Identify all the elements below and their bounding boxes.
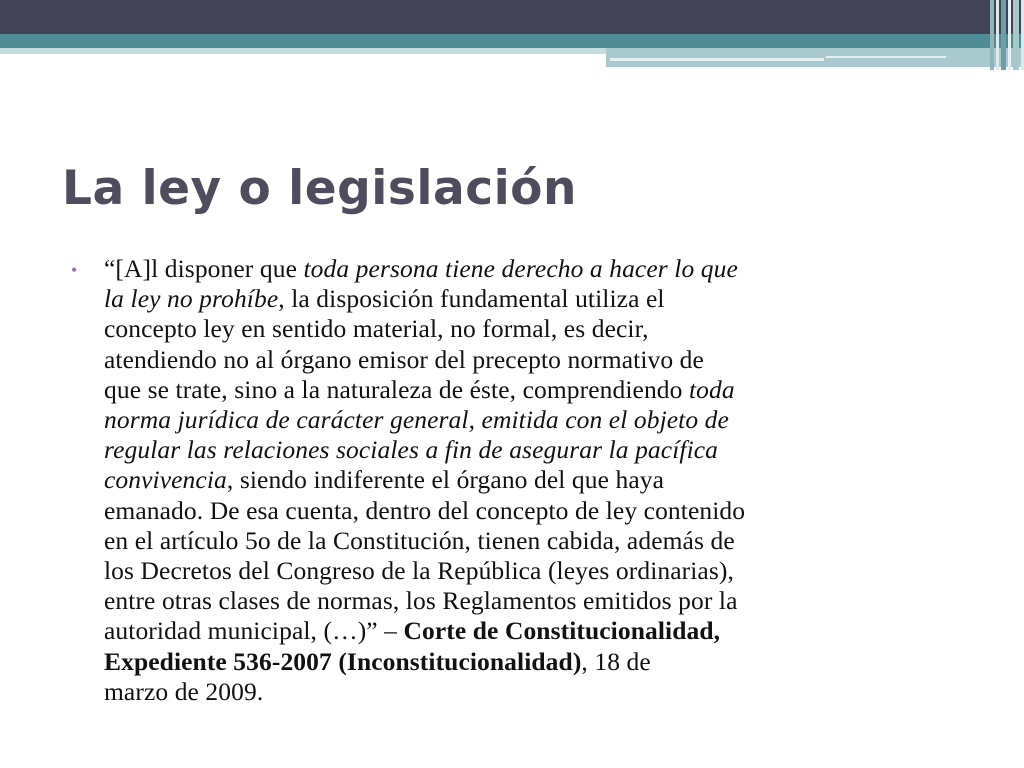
header-band-light	[0, 48, 606, 54]
quote-line	[104, 284, 968, 314]
quote-line	[104, 526, 968, 556]
quote-segment: entre otras clases de normas, los Reglamentos emitidos por la	[104, 586, 738, 616]
bullet-list	[68, 254, 968, 707]
header-band-teal	[0, 34, 1024, 48]
quote-line	[104, 677, 968, 707]
quote-segment: marzo de 2009.	[104, 676, 264, 706]
bullet-marker: •	[71, 260, 78, 280]
quote-segment: atendiendo no al órgano emisor del precepto normativo de	[104, 344, 704, 374]
quote-line	[104, 556, 968, 586]
quote-line	[104, 465, 968, 495]
header-band-step-line-2	[826, 56, 946, 58]
quote-italic-segment: toda	[688, 374, 735, 404]
quote-italic-segment: convivencia	[104, 465, 227, 495]
quote-segment: “[A]l disponer que	[104, 254, 304, 283]
header-vertical-stripes	[990, 0, 1024, 70]
quote-line	[104, 375, 968, 405]
quote-bold-segment: Corte de Constitucionalidad,	[403, 616, 721, 646]
quote-text	[104, 254, 968, 707]
quote-italic-segment: toda persona tiene derecho a hacer lo que	[303, 254, 738, 283]
quote-bold-segment: Expediente 536-2007 (Inconstitucionalidad)	[104, 646, 582, 676]
quote-italic-segment: norma jurídica de carácter general, emitida con el objeto de	[104, 405, 729, 435]
quote-line	[104, 435, 968, 465]
quote-line	[104, 586, 968, 616]
quote-segment: concepto ley en sentido material, no formal, es decir,	[104, 314, 649, 344]
quote-line	[104, 254, 968, 284]
quote-segment: emanado. De esa cuenta, dentro del concepto de ley contenido	[104, 495, 746, 525]
quote-segment: en el artículo 5o de la Constitución, tienen cabida, además de	[104, 525, 735, 555]
quote-line	[104, 345, 968, 375]
quote-segment: , la disposición fundamental utiliza el	[278, 284, 665, 314]
bullet-item	[68, 254, 968, 707]
quote-line	[104, 405, 968, 435]
quote-segment: que se trate, sino a la naturaleza de éste, comprendiendo	[104, 374, 689, 404]
header-band-dark	[0, 0, 1024, 34]
quote-segment: los Decretos del Congreso de la República (leyes ordinarias),	[104, 556, 734, 586]
quote-segment: , 18 de	[581, 646, 651, 676]
quote-segment: autoridad municipal, (…)” –	[104, 616, 404, 646]
quote-line	[104, 647, 968, 677]
quote-line	[104, 616, 968, 646]
slide-title: La ley o legislación	[62, 161, 577, 216]
quote-italic-segment: regular las relaciones sociales a fin de asegurar la pacífica	[104, 435, 719, 465]
quote-segment: , siendo indiferente el órgano del que haya	[226, 465, 665, 495]
quote-line	[104, 314, 968, 344]
quote-line	[104, 496, 968, 526]
quote-italic-segment: la ley no prohíbe	[104, 284, 279, 314]
header-band-step-line	[610, 58, 824, 61]
